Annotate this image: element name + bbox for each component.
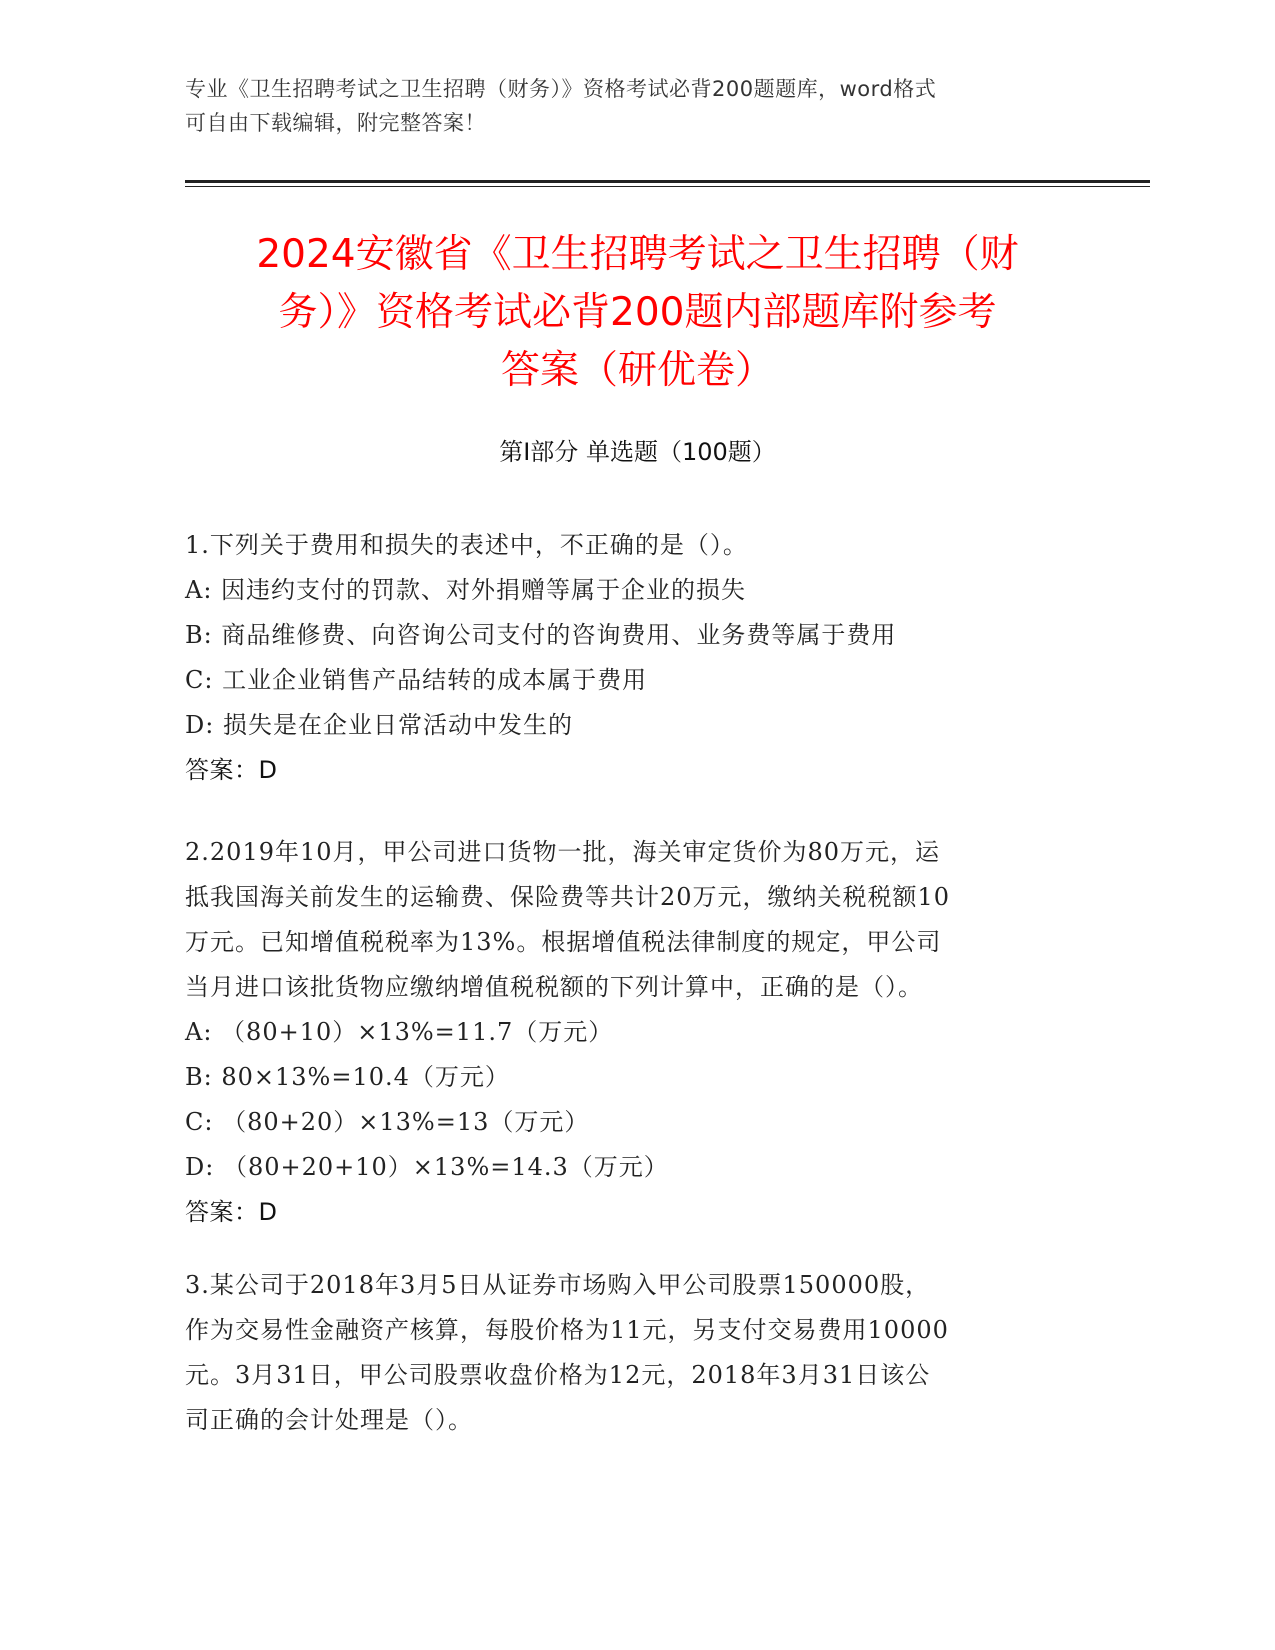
option-d: D: （80+20+10）×13%=14.3（万元） <box>185 1153 669 1181</box>
question-stem-line: 2.2019年10月，甲公司进口货物一批，海关审定货价为80万元，运 <box>185 838 941 866</box>
answer-label: 答案：D <box>185 756 278 784</box>
question-stem-line: 当月进口该批货物应缴纳增值税税额的下列计算中，正确的是（）。 <box>185 973 923 1001</box>
option-b: B: 商品维修费、向咨询公司支付的咨询费用、业务费等属于费用 <box>185 621 897 649</box>
document-title-line-3: 答案（研优卷） <box>500 348 774 393</box>
question-stem-line: 司正确的会计处理是（）。 <box>185 1406 473 1434</box>
header-note-line-2: 可自由下载编辑，附完整答案！ <box>185 111 486 135</box>
option-a: A: （80+10）×13%=11.7（万元） <box>185 1018 614 1046</box>
option-a: A: 因违约支付的罚款、对外捐赠等属于企业的损失 <box>185 576 747 604</box>
question-stem-line: 抵我国海关前发生的运输费、保险费等共计20万元，缴纳关税税额10 <box>185 883 951 911</box>
document-title-line-2: 务）》资格考试必背200题内部题库附参考 <box>278 290 997 335</box>
header-divider-thin <box>185 186 1150 187</box>
question-stem: 1.下列关于费用和损失的表述中，不正确的是（）。 <box>185 531 748 559</box>
question-block <box>185 830 1075 1235</box>
question-block <box>185 1263 1075 1443</box>
option-c: C: （80+20）×13%=13（万元） <box>185 1108 590 1136</box>
header-note-line-1: 专业《卫生招聘考试之卫生招聘（财务）》资格考试必背200题题库，word格式 <box>185 77 937 101</box>
question-stem-line: 元。3月31日，甲公司股票收盘价格为12元，2018年3月31日该公 <box>185 1361 931 1389</box>
option-b: B: 80×13%=10.4（万元） <box>185 1063 510 1091</box>
question-stem-line: 万元。已知增值税税率为13%。根据增值税法律制度的规定，甲公司 <box>185 928 942 956</box>
section-heading: 第I部分 单选题（100题） <box>499 438 776 466</box>
question-stem-line: 3.某公司于2018年3月5日从证券市场购入甲公司股票150000股， <box>185 1271 931 1299</box>
answer-label: 答案：D <box>185 1198 278 1226</box>
option-d: D: 损失是在企业日常活动中发生的 <box>185 711 573 739</box>
option-c: C: 工业企业销售产品结转的成本属于费用 <box>185 666 648 694</box>
document-title <box>165 226 1110 400</box>
header-note <box>185 72 1065 140</box>
question-block <box>185 523 1075 793</box>
header-divider-thick <box>185 180 1150 183</box>
question-stem-line: 作为交易性金融资产核算，每股价格为11元，另支付交易费用10000 <box>185 1316 949 1344</box>
document-title-line-1: 2024安徽省《卫生招聘考试之卫生招聘（财 <box>256 232 1019 277</box>
